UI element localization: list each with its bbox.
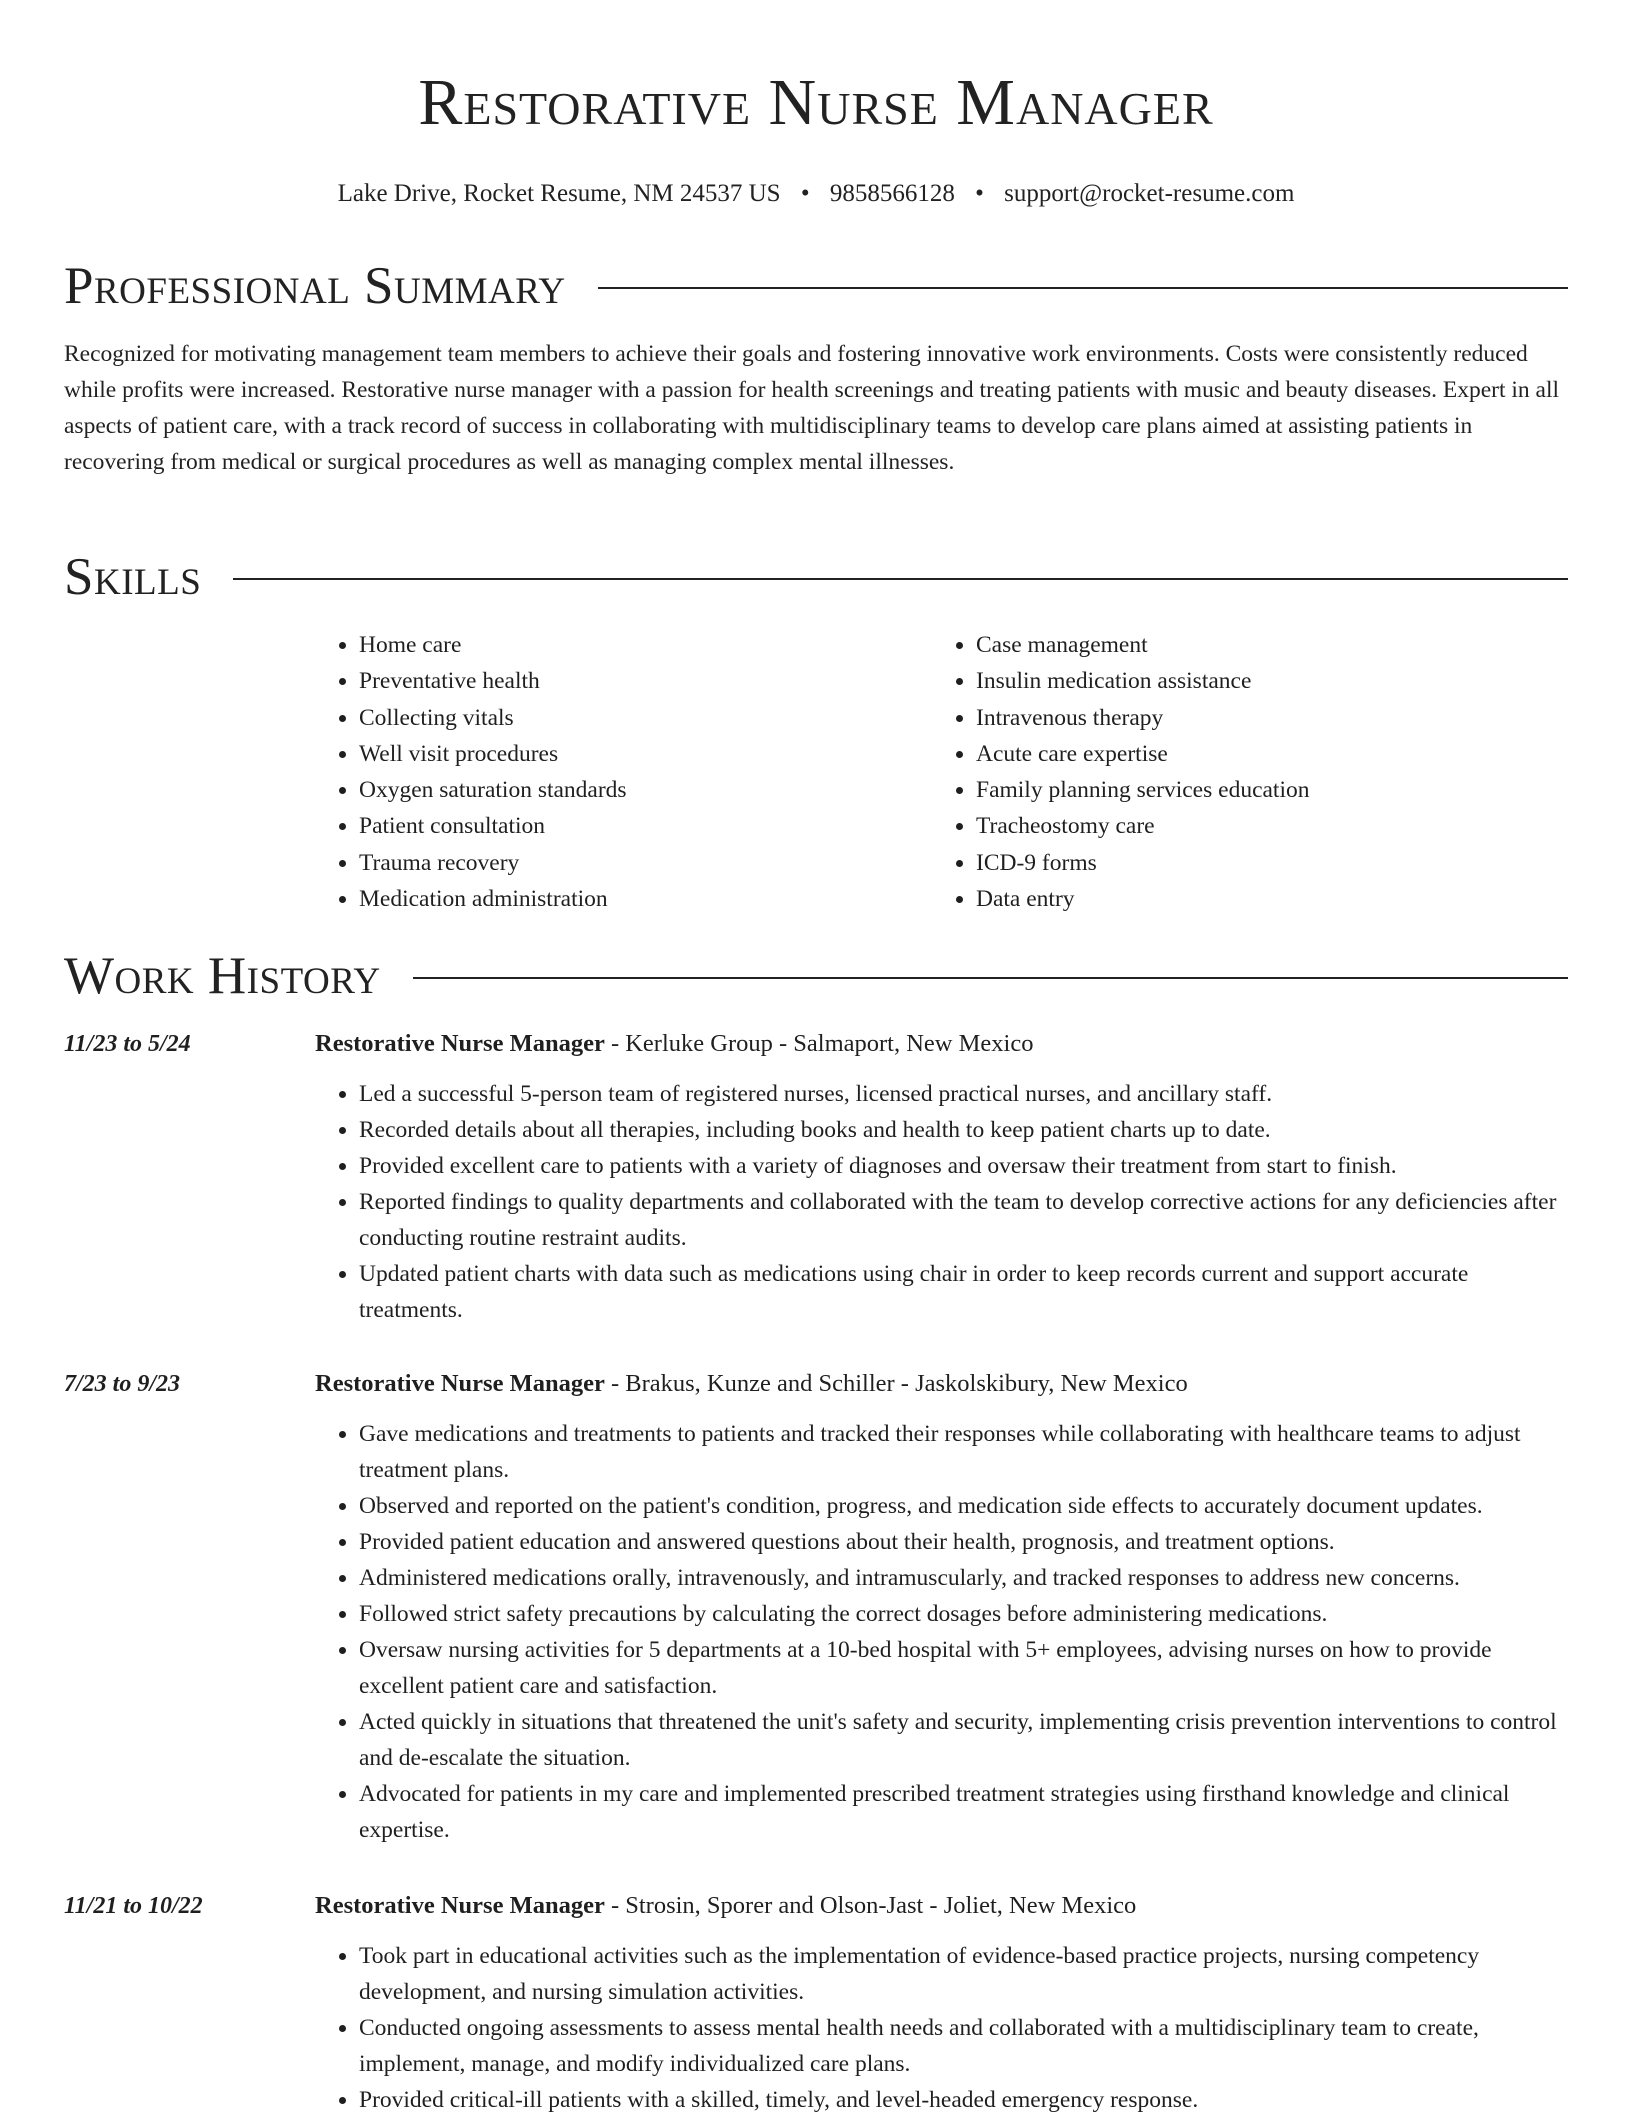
job-bullet: • Followed strict safety precautions by calculating the correct dosages before administering medications. (359, 1596, 1568, 1632)
job-bullet: • Provided excellent care to patients with a variety of diagnoses and oversaw their treatment from start to finish. (359, 1148, 1568, 1184)
resume-page (64, 0, 1568, 2113)
skill-item: • Oxygen saturation standards (359, 772, 932, 808)
job-entry (64, 1892, 1568, 2118)
skill-item: • Medication administration (359, 881, 932, 917)
job-title-line (315, 1370, 1188, 1398)
section-header-skills (64, 545, 1568, 609)
section-header-summary (64, 254, 1568, 318)
job-employer: - Kerluke Group - Salmaport, New Mexico (604, 1030, 1034, 1057)
contact-line (64, 178, 1568, 210)
section-divider (233, 578, 1568, 580)
job-entry (64, 1030, 1568, 1328)
job-title-line (315, 1892, 1136, 1920)
job-bullet: • Updated patient charts with data such as medications using chair in order to keep records current and support accurate treatments. (359, 1256, 1568, 1328)
job-bullet: • Administered medications orally, intravenously, and intramuscularly, and tracked responses to address new concerns. (359, 1560, 1568, 1596)
section-header-work-history (64, 944, 1568, 1008)
job-header (64, 1030, 1568, 1058)
job-dates: 11/23 to 5/24 (64, 1031, 191, 1057)
job-bullet: • Acted quickly in situations that threatened the unit's safety and security, implementing crisis prevention interventions to control and de-escalate the situation. (359, 1704, 1568, 1776)
job-bullet: • Gave medications and treatments to patients and tracked their responses while collaborating with healthcare teams to adjust treatment plans. (359, 1416, 1568, 1488)
job-bullets (315, 1076, 1568, 1328)
skills-column-right (932, 627, 1549, 917)
summary-text: Recognized for motivating management team members to achieve their goals and fostering innovative work environments. Costs were consistently reduced while profits were increased. Restorative nurse manager with a passion for health screenings and treating patients with music and beauty diseases. Expert in all aspects of patient care, with a track record of success in collaborating with multidisciplinary teams to develop care plans aimed at assisting patients in recovering from medical or surgical procedures as well as managing complex mental illnesses. (64, 341, 1560, 475)
skill-item: • Insulin medication assistance (976, 663, 1549, 699)
skill-item: • Trauma recovery (359, 845, 932, 881)
job-bullet: • Led a successful 5-person team of registered nurses, licensed practical nurses, and ancillary staff. (359, 1076, 1568, 1112)
job-dates: 7/23 to 9/23 (64, 1371, 181, 1397)
contact-separator: • (800, 180, 810, 207)
job-header (64, 1370, 1568, 1398)
job-bullets (315, 1416, 1568, 1848)
job-employer: - Brakus, Kunze and Schiller - Jaskolskibury, New Mexico (604, 1370, 1188, 1397)
skill-item: • Tracheostomy care (976, 808, 1549, 844)
job-title: Restorative Nurse Manager (315, 1892, 605, 1919)
skill-item: • Intravenous therapy (976, 700, 1549, 736)
section-title-work-history: Work History (64, 947, 381, 1005)
skill-item: • Family planning services education (976, 772, 1549, 808)
job-dates: 11/21 to 10/22 (64, 1893, 203, 1919)
job-header (64, 1892, 1568, 1920)
job-bullets (315, 1938, 1568, 2118)
section-divider (413, 977, 1568, 979)
contact-address: Lake Drive, Rocket Resume, NM 24537 US (337, 180, 781, 207)
skills-column-left (315, 627, 932, 917)
candidate-name: Restorative Nurse Manager (418, 66, 1214, 139)
skills-list (315, 627, 1632, 917)
job-title: Restorative Nurse Manager (315, 1370, 605, 1397)
job-bullet: • Took part in educational activities such as the implementation of evidence-based practice projects, nursing competency development, and nursing simulation activities. (359, 1938, 1568, 2010)
job-bullets-wrap (315, 1076, 1568, 1328)
skill-item: • Preventative health (359, 663, 932, 699)
job-bullet: • Oversaw nursing activities for 5 departments at a 10-bed hospital with 5+ employees, advising nurses on how to provide excellent patient care and satisfaction. (359, 1632, 1568, 1704)
job-bullet: • Provided critical-ill patients with a skilled, timely, and level-headed emergency response. (359, 2082, 1568, 2118)
skill-item: • ICD-9 forms (976, 845, 1549, 881)
job-bullet: • Reported findings to quality departments and collaborated with the team to develop corrective actions for any deficiencies after conducting routine restraint audits. (359, 1184, 1568, 1256)
job-bullets-wrap (315, 1416, 1568, 1848)
skill-item: • Well visit procedures (359, 736, 932, 772)
job-title-line (315, 1030, 1033, 1058)
skill-item: • Acute care expertise (976, 736, 1549, 772)
job-bullets-wrap (315, 1938, 1568, 2118)
skill-item: • Data entry (976, 881, 1549, 917)
contact-phone: 9858566128 (829, 180, 955, 207)
job-employer: - Strosin, Sporer and Olson-Jast - Joliet, New Mexico (604, 1892, 1137, 1919)
section-title-skills: Skills (64, 548, 202, 606)
skill-item: • Home care (359, 627, 932, 663)
summary-block (64, 336, 1568, 480)
job-bullet: • Provided patient education and answered questions about their health, prognosis, and treatment options. (359, 1524, 1568, 1560)
job-title: Restorative Nurse Manager (315, 1030, 605, 1057)
job-entry (64, 1370, 1568, 1848)
skill-item: • Collecting vitals (359, 700, 932, 736)
skill-item: • Case management (976, 627, 1549, 663)
section-title-summary: Professional Summary (64, 257, 566, 315)
job-bullet: • Recorded details about all therapies, including books and health to keep patient charts up to date. (359, 1112, 1568, 1148)
job-bullet: • Conducted ongoing assessments to assess mental health needs and collaborated with a multidisciplinary team to create, implement, manage, and modify individualized care plans. (359, 2010, 1568, 2082)
contact-email: support@rocket-resume.com (1004, 180, 1295, 207)
section-divider (598, 287, 1568, 289)
job-bullet: • Observed and reported on the patient's condition, progress, and medication side effects to accurately document updates. (359, 1488, 1568, 1524)
skill-item: • Patient consultation (359, 808, 932, 844)
job-bullet: • Advocated for patients in my care and implemented prescribed treatment strategies using firsthand knowledge and clinical expertise. (359, 1776, 1568, 1848)
contact-separator: • (975, 180, 984, 207)
